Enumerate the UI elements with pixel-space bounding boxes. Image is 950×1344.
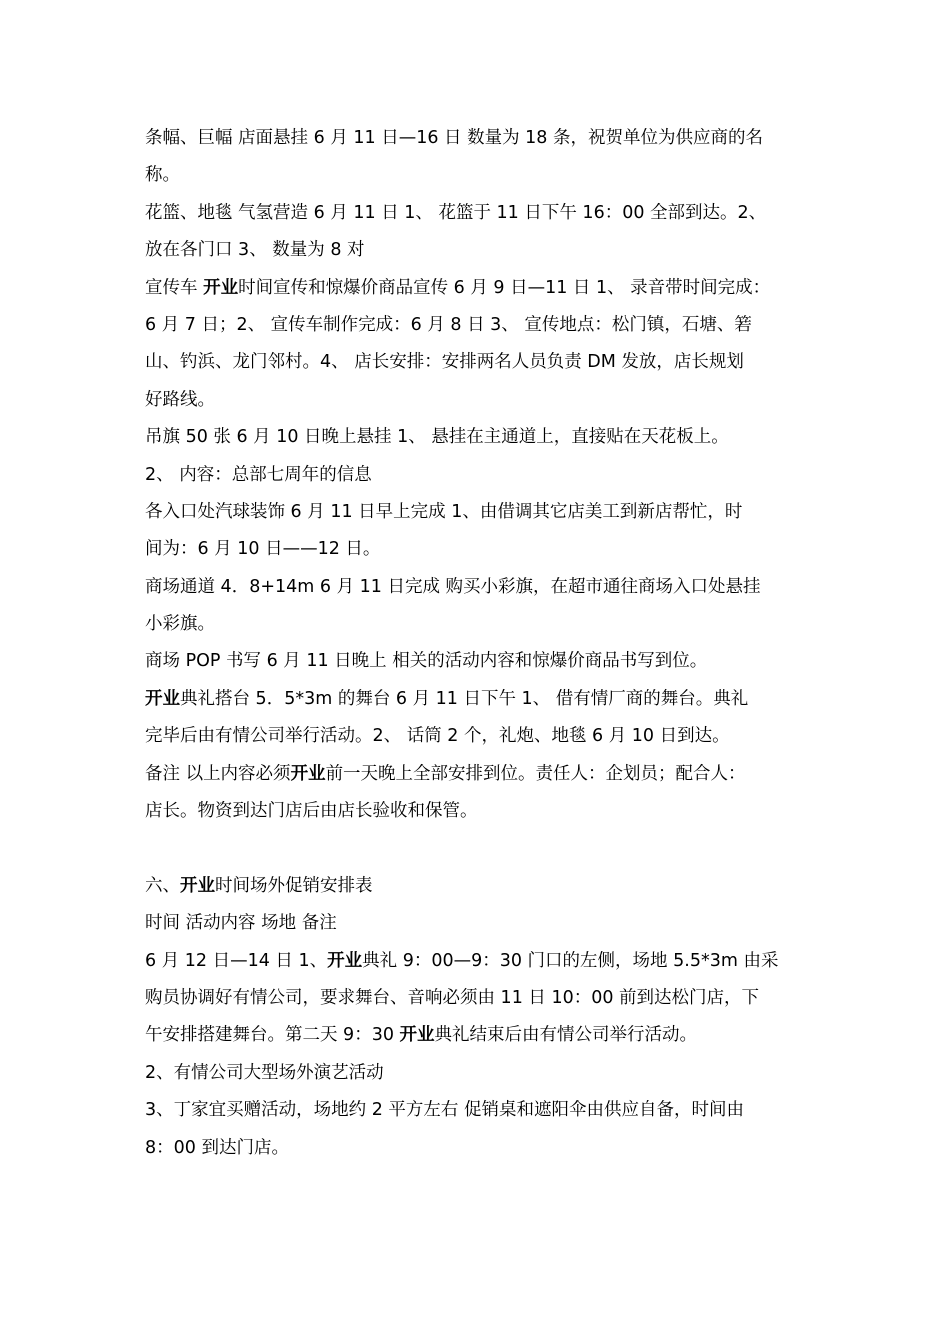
text-line (145, 232, 825, 269)
text-run: 2、有情公司大型场外演艺活动 (145, 1062, 384, 1083)
text-run: 条幅、巨幅 店面悬挂 6 月 11 日—16 日 数量为 18 条，祝贺单位为供应商的名 (145, 128, 764, 148)
paragraph (145, 681, 825, 756)
text-line (145, 419, 825, 456)
text-line (145, 569, 825, 606)
text-run: 商场通道 4．8+14m 6 月 11 日完成 购买小彩旗，在超市通往商场入口处悬挂 (145, 576, 761, 597)
paragraph (145, 270, 825, 420)
paragraph (145, 1055, 825, 1092)
bold-text-run: 开业 (327, 950, 363, 971)
text-run: 时间场外促销安排表 (215, 875, 373, 896)
text-run: 3、丁家宜买赠活动，场地约 2 平方左右 促销桌和遮阳伞由供应自备，时间由 (145, 1100, 744, 1121)
text-run: 间为：6 月 10 日——12 日。 (145, 539, 381, 560)
text-line (145, 307, 825, 344)
paragraph (145, 868, 825, 905)
paragraph (145, 494, 825, 569)
text-run: 完毕后由有情公司举行活动。2、 话筒 2 个，礼炮、地毯 6 月 10 日到达。 (145, 726, 730, 747)
text-run: 典礼结束后由有情公司举行活动。 (434, 1025, 698, 1046)
paragraph (145, 1092, 825, 1167)
text-line (145, 1092, 825, 1129)
text-run: 宣传车 (145, 277, 204, 298)
text-run: 吊旗 50 张 6 月 10 日晚上悬挂 1、 悬挂在主通道上，直接贴在天花板上。 (145, 427, 729, 448)
text-line (145, 606, 825, 643)
text-line (145, 382, 825, 419)
text-line (145, 793, 825, 830)
paragraph (145, 120, 825, 195)
text-run: 午安排搭建舞台。第二天 9：30 (145, 1025, 400, 1046)
text-run: 小彩旗。 (145, 614, 215, 635)
text-run: 时间 活动内容 场地 备注 (145, 913, 337, 934)
document-body (145, 120, 825, 1167)
text-run: 前一天晚上全部安排到位。责任人：企划员；配合人： (325, 763, 746, 784)
text-run: 8：00 到达门店。 (145, 1137, 289, 1158)
text-line (145, 868, 825, 905)
text-run: 六、 (145, 875, 180, 896)
paragraph (145, 905, 825, 942)
text-line (145, 120, 825, 157)
paragraph (145, 569, 825, 644)
text-line (145, 756, 825, 793)
text-run: 花篮、地毯 气氢营造 6 月 11 日 1、 花篮于 11 日下午 16：00 全部到达。2、 (145, 202, 767, 223)
text-run: 购员协调好有情公司，要求舞台、音响必须由 11 日 10：00 前到达松门店，下 (145, 987, 760, 1008)
bold-text-run: 开业 (180, 875, 215, 896)
bold-text-run: 开业 (203, 277, 239, 298)
text-line (145, 457, 825, 494)
paragraph (145, 756, 825, 831)
text-line (145, 943, 825, 980)
text-line (145, 1130, 825, 1167)
text-run: 各入口处汽球装饰 6 月 11 日早上完成 1、由借调其它店美工到新店帮忙，时 (145, 501, 743, 522)
paragraph (145, 195, 825, 270)
paragraph (145, 419, 825, 494)
text-run: 店长。物资到达门店后由店长验收和保管。 (145, 801, 478, 822)
bold-text-run: 开业 (399, 1025, 435, 1046)
bold-text-run: 开业 (145, 688, 180, 709)
text-line (145, 643, 825, 680)
paragraph (145, 643, 825, 680)
bold-text-run: 开业 (290, 763, 326, 784)
text-line (145, 718, 825, 755)
text-run: 备注 以上内容必须 (145, 763, 291, 784)
text-run: 时间宣传和惊爆价商品宣传 6 月 9 日—11 日 1、 录音带时间完成： (238, 277, 771, 298)
text-run: 典礼搭台 5．5*3m 的舞台 6 月 11 日下午 1、 借有情厂商的舞台。典礼 (180, 688, 749, 709)
text-run: 称。 (145, 165, 180, 186)
text-line (145, 1017, 825, 1054)
text-line (145, 494, 825, 531)
text-line (145, 531, 825, 568)
text-line (145, 1055, 825, 1092)
text-run: 好路线。 (145, 389, 215, 410)
text-run: 典礼 9：00—9：30 门口的左侧，场地 5.5*3m 由采 (362, 950, 779, 971)
text-line (145, 905, 825, 942)
text-run: 山、钓浜、龙门邻村。4、 店长安排：安排两名人员负责 DM 发放，店长规划 (145, 352, 744, 373)
paragraph (145, 943, 825, 1055)
text-run: 6 月 12 日—14 日 1、 (145, 950, 328, 971)
text-line (145, 157, 825, 194)
text-line (145, 344, 825, 381)
text-run: 商场 POP 书写 6 月 11 日晚上 相关的活动内容和惊爆价商品书写到位。 (145, 651, 708, 672)
text-run: 放在各门口 3、 数量为 8 对 (145, 240, 365, 261)
text-run: 6 月 7 日；2、 宣传车制作完成：6 月 8 日 3、 宣传地点：松门镇，石塘、箬 (145, 314, 752, 335)
text-line (145, 270, 825, 307)
text-line (145, 681, 825, 718)
blank-line (145, 830, 825, 867)
text-run: 2、 内容：总部七周年的信息 (145, 464, 372, 485)
text-line (145, 195, 825, 232)
text-line (145, 980, 825, 1017)
